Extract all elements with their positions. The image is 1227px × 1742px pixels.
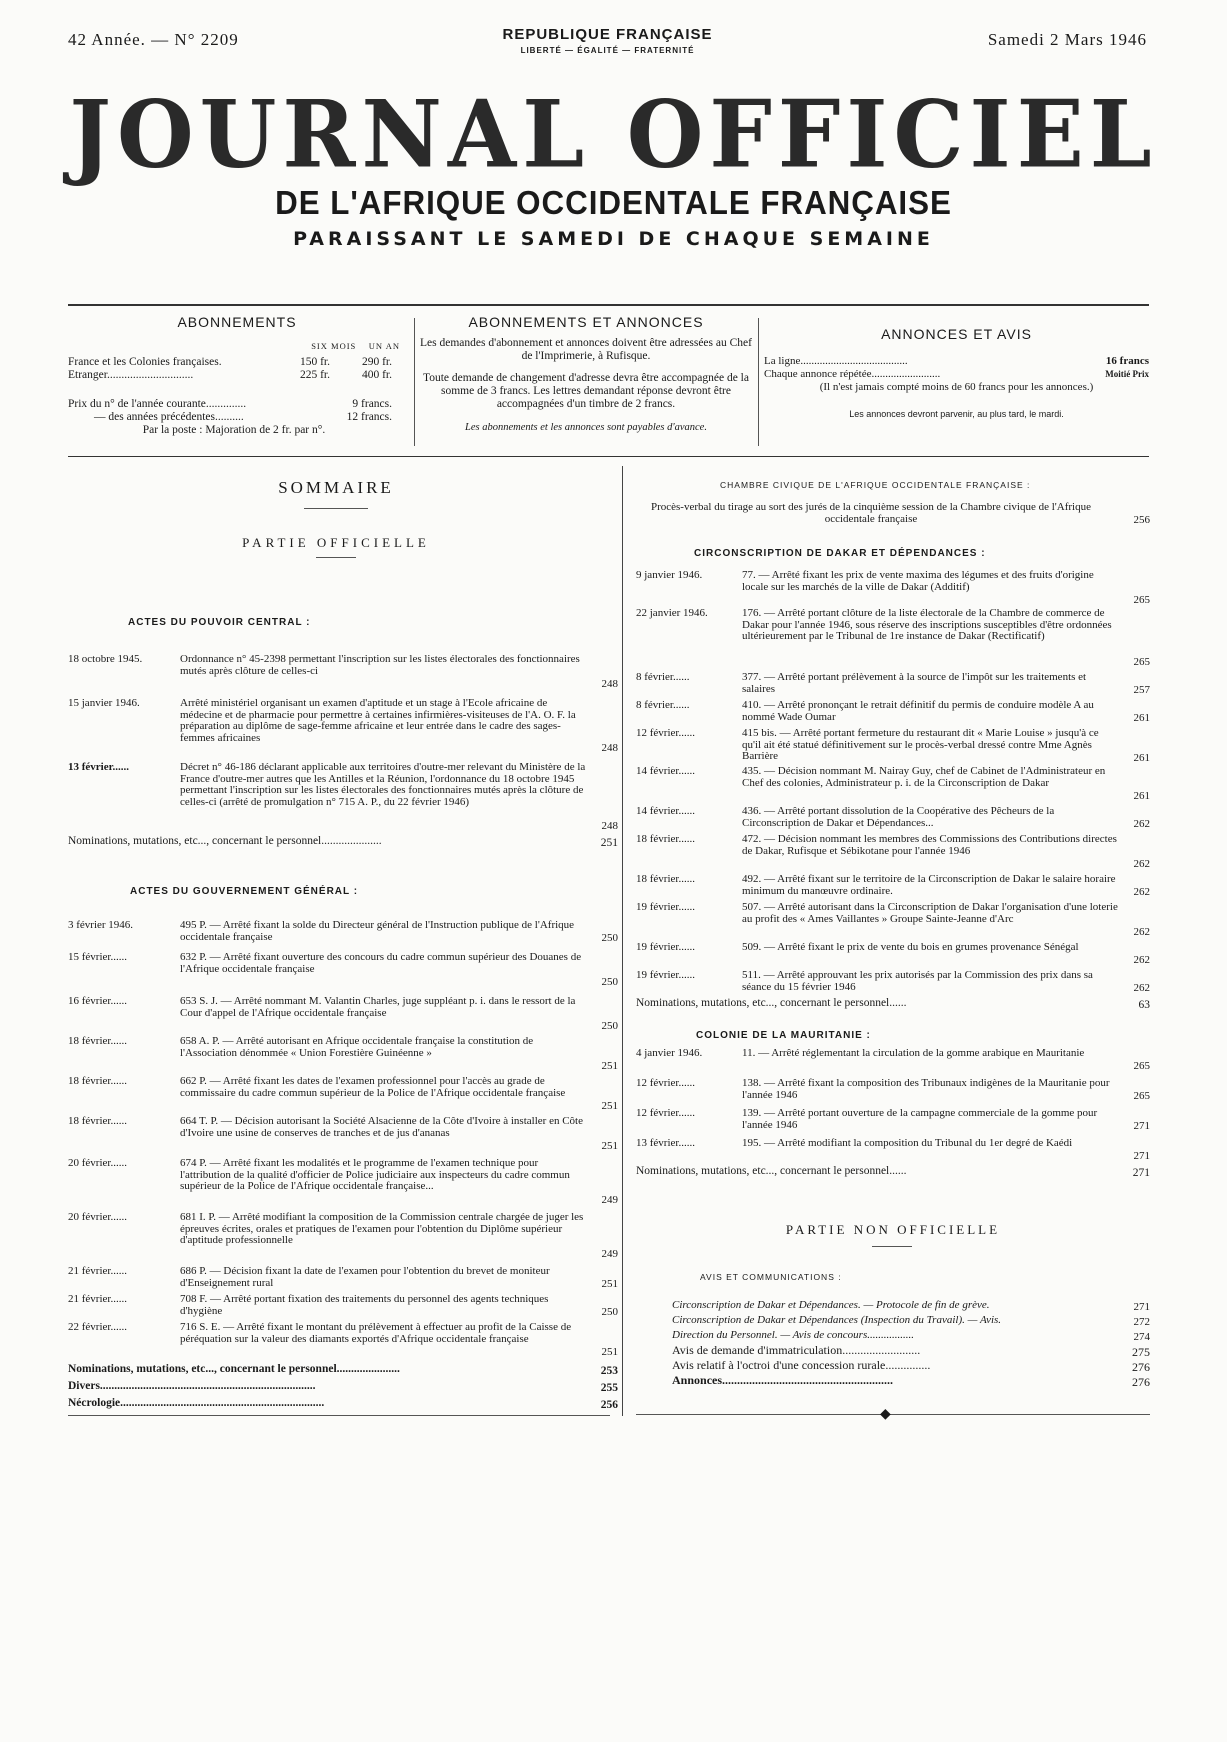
entry-text: 176. — Arrêté portant clôture de la liste électorale de la Chambre de commerce de Dakar pour l'année 1946, sous réserve des inscriptions susceptibles d'être ordonnées ultérieurement par le Tribunal de 1re instance de Dakar (Rectificatif) <box>742 607 1112 642</box>
toc-entry <box>68 1294 618 1318</box>
entry-date: 12 février...... <box>636 1077 695 1089</box>
entry-date: 3 février 1946. <box>68 919 134 931</box>
entry-page: 250 <box>601 975 618 988</box>
entry-date: 21 février...... <box>68 1293 127 1305</box>
address-note: Les demandes d'abonnement et annonces doivent être adressées au Chef de l'Imprimerie, à Rufisque. <box>420 337 752 362</box>
box-abonnements-annonces <box>420 316 752 450</box>
notice-entry <box>672 1315 1150 1328</box>
entry-page: 275 <box>1132 1344 1150 1359</box>
entry-page: 271 <box>1132 1166 1150 1179</box>
toc-entry <box>636 874 1150 898</box>
entry-page: 265 <box>1133 1059 1150 1072</box>
sommaire-title: SOMMAIRE <box>278 478 394 497</box>
toc-entry <box>68 996 618 1032</box>
nominations-entry <box>68 1364 618 1377</box>
entry-text: 377. — Arrêté portant prélèvement à la source de l'impôt sur les traitements et salaires <box>742 671 1087 695</box>
entry-text: Circonscription de Dakar et Dépendances (Inspection du Travail). — Avis. <box>672 1314 1002 1326</box>
toc-entry <box>68 1116 618 1152</box>
entry-page: 265 <box>1133 593 1150 606</box>
row-one-year: 290 fr. <box>361 356 392 368</box>
republic-block <box>68 26 1147 55</box>
repeat-price-row <box>764 368 1149 381</box>
deadline-note: Les annonces devront parvenir, au plus tard, le mardi. <box>849 409 1064 419</box>
entry-text: Direction du Personnel. — Avis de concours................. <box>672 1329 914 1341</box>
toc-entry <box>636 1138 1150 1162</box>
journal-frequency: PARAISSANT LE SAMEDI DE CHAQUE SEMAINE <box>293 228 934 250</box>
entry-text: 509. — Arrêté fixant le prix de vente du bois en grumes provenance Sénégal <box>742 941 1079 953</box>
toc-entry <box>636 834 1150 870</box>
entry-text: 674 P. — Arrêté fixant les modalités et le programme de l'examen technique pour l'attribution de la qualité d'officier de Police judiciaire aux inspecteurs du cadre commun supérieur de la Police de l'Afrique occidentale française... <box>180 1157 570 1192</box>
entry-page: 262 <box>1133 857 1150 870</box>
toc-entry <box>68 1036 618 1072</box>
price-row <box>68 356 400 369</box>
one-year-header: UN AN <box>368 341 400 351</box>
entry-page: 261 <box>1133 711 1150 724</box>
entry-page: 272 <box>1133 1315 1150 1328</box>
line-price-value: 16 francs <box>1105 355 1149 367</box>
back-issue-label: — des années précédentes.......... <box>94 411 244 423</box>
price-row <box>68 369 400 382</box>
box-title: ABONNEMENTS ET ANNONCES <box>468 314 704 330</box>
notice-entry <box>672 1360 1150 1373</box>
address-change-note: Toute demande de changement d'adresse devra être accompagnée de la somme de 3 francs. Les lettres demandant réponse devront être accompagnées d'un timbre de 2 francs. <box>423 372 749 410</box>
entry-date: 18 février...... <box>68 1115 127 1127</box>
entry-page: 256 <box>1133 513 1150 526</box>
nominations-entry <box>636 998 1150 1011</box>
entry-page: 276 <box>1132 1374 1150 1389</box>
divers-entry <box>68 1381 618 1394</box>
nominations-entry <box>68 836 618 849</box>
entry-page: 249 <box>601 1247 618 1260</box>
right-column-end-rule <box>636 1414 1150 1415</box>
entry-text: 632 P. — Arrêté fixant ouverture des concours du cadre commun supérieur des Douanes de l'Afrique occidentale française <box>180 951 582 975</box>
toc-entry <box>68 698 618 754</box>
entry-page: 251 <box>601 1345 618 1358</box>
entry-text: 681 I. P. — Arrêté modifiant la composition de la Commission centrale chargée de juger les épreuves écrites, orales et pratiques de l'examen pour l'obtention du Diplôme supérieur d'aptitude professionnelle <box>180 1211 584 1246</box>
entry-page: 248 <box>601 741 618 754</box>
motto: LIBERTÉ — ÉGALITÉ — FRATERNITÉ <box>520 46 695 55</box>
back-issue-value: 12 francs. <box>346 411 392 423</box>
entry-date: 13 février...... <box>636 1137 695 1149</box>
entry-page: 251 <box>601 1277 618 1290</box>
entry-text: 195. — Arrêté modifiant la composition du Tribunal du 1er degré de Kaédi <box>742 1137 1073 1149</box>
entry-page: 265 <box>1133 655 1150 668</box>
back-issue-price-row <box>68 411 400 424</box>
entry-date: 14 février...... <box>636 765 695 777</box>
entry-date: 14 février...... <box>636 805 695 817</box>
entry-text: Nominations, mutations, etc..., concernant le personnel..................... <box>68 835 382 847</box>
toc-entry <box>636 806 1150 830</box>
entry-page: 250 <box>601 931 618 944</box>
section-heading: AVIS ET COMMUNICATIONS : <box>700 1272 842 1282</box>
sommaire-rule <box>304 508 368 509</box>
entry-page: 262 <box>1133 817 1150 830</box>
entry-page: 262 <box>1133 885 1150 898</box>
entry-page: 63 <box>1138 998 1150 1011</box>
entry-text: 11. — Arrêté réglementant la circulation de la gomme arabique en Mauritanie <box>742 1047 1085 1059</box>
necrologie-entry <box>68 1398 618 1411</box>
entry-page: 257 <box>1133 683 1150 696</box>
entry-date: 19 février...... <box>636 941 695 953</box>
entry-date: 20 février...... <box>68 1211 127 1223</box>
entry-page: 256 <box>600 1398 618 1411</box>
issue-price-row <box>68 398 400 411</box>
entry-page: 271 <box>1133 1119 1150 1132</box>
toc-entry <box>636 942 1150 966</box>
entry-text: Annonces......................................................... <box>672 1373 894 1387</box>
minimum-note: (Il n'est jamais compté moins de 60 francs pour les annonces.) <box>819 381 1094 393</box>
toc-entry <box>636 902 1150 938</box>
entry-text: Arrêté ministériel organisant un examen d'aptitude et un stage à l'Ecole africaine de médecine et de pharmacie pour permettre à certaines infirmières-visiteuses de l'A. O. F. la préparation au diplôme de sage-femme africaine et leur entrée dans le cadre des sages-femmes africaines <box>180 697 576 744</box>
toc-entry <box>636 1048 1150 1072</box>
entry-text: 492. — Arrêté fixant sur le territoire de la Circonscription de Dakar le salaire horaire minimum du manœuvre ordinaire. <box>742 873 1116 897</box>
toc-entry <box>68 952 618 988</box>
section-heading: CIRCONSCRIPTION DE DAKAR ET DÉPENDANCES : <box>694 548 986 559</box>
entry-text: 415 bis. — Arrêté portant fermeture du restaurant dit « Marie Louise » jusqu'à ce qu'il ait été statué définitivement sur le procès-verbal dressé contre Mme Agnès Barrière <box>742 727 1099 762</box>
entry-text: Décret n° 46-186 déclarant applicable aux territoires d'outre-mer relevant du Ministère de la France d'outre-mer autres que les Antilles et la Réunion, l'ordonnance du 18 octobre 1945 permettant l'inscription sur les listes électorales des fonctionnaires mutés après la clôture de celles-ci (arrêté de promulgation n° 715 A. P., du 22 février 1946) <box>180 761 586 808</box>
partie-rule <box>316 557 356 558</box>
section-heading: ACTES DU POUVOIR CENTRAL : <box>128 617 311 628</box>
subscription-boxes <box>68 316 1149 450</box>
entry-text: Nécrologie....................................................................... <box>68 1397 325 1409</box>
toc-entry <box>636 766 1150 802</box>
entry-page: 251 <box>601 1139 618 1152</box>
entry-page: 262 <box>1133 981 1150 994</box>
entry-text: 436. — Arrêté portant dissolution de la Coopérative des Pêcheurs de la Circonscription de Dakar et Dépendances... <box>742 805 1055 829</box>
toc-entry <box>636 700 1150 724</box>
toc-entry <box>68 1212 618 1260</box>
box-abonnements <box>68 316 406 450</box>
entry-text: 686 P. — Décision fixant la date de l'examen pour l'obtention du brevet de moniteur d'Enseignement rural <box>180 1265 550 1289</box>
entry-text: Ordonnance n° 45-2398 permettant l'inscription sur les listes électorales des fonctionnaires mutés après clôture de celles-ci <box>180 653 580 677</box>
entry-date: 8 février...... <box>636 671 690 683</box>
entry-text: Procès-verbal du tirage au sort des jurés de la cinquième session de la Chambre civique de l'Afrique occidentale française <box>650 501 1091 525</box>
entry-date: 20 février...... <box>68 1157 127 1169</box>
masthead-rule <box>68 304 1149 306</box>
entry-page: 265 <box>1133 1089 1150 1102</box>
entry-date: 15 février...... <box>68 951 127 963</box>
line-price-label: La ligne....................................... <box>764 355 908 367</box>
section-heading: ACTES DU GOUVERNEMENT GÉNÉRAL : <box>130 886 359 897</box>
box-divider <box>414 318 415 446</box>
entry-page: 262 <box>1133 953 1150 966</box>
entry-page: 255 <box>600 1381 618 1394</box>
entry-date: 22 février...... <box>68 1321 127 1333</box>
entry-date: 18 février...... <box>636 873 695 885</box>
entry-text: Nominations, mutations, etc..., concernant le personnel...... <box>636 997 907 1009</box>
partie-non-officielle-title: PARTIE NON OFFICIELLE <box>785 1222 1001 1237</box>
column-divider <box>622 466 623 1416</box>
six-months-header: SIX MOIS <box>311 341 357 351</box>
notice-entry <box>672 1330 1150 1343</box>
entry-date: 4 janvier 1946. <box>636 1047 703 1059</box>
journal-title: JOURNAL OFFICIEL <box>69 79 1158 189</box>
entry-date: 18 février...... <box>68 1035 127 1047</box>
toc-entry <box>636 1078 1150 1102</box>
entry-page: 251 <box>601 1059 618 1072</box>
row-label: France et les Colonies françaises. <box>68 356 222 368</box>
toc-entry <box>636 570 1150 606</box>
section-heading: CHAMBRE CIVIQUE DE L'AFRIQUE OCCIDENTALE FRANÇAISE : <box>720 480 1031 490</box>
entry-date: 16 février...... <box>68 995 127 1007</box>
entry-text: 410. — Arrêté prononçant le retrait définitif du permis de conduire modèle A au nommé Wade Oumar <box>742 699 1094 723</box>
section-heading: COLONIE DE LA MAURITANIE : <box>696 1030 871 1041</box>
notice-entry <box>672 1345 1150 1358</box>
row-one-year: 400 fr. <box>361 369 392 381</box>
toc-entry <box>68 1158 618 1206</box>
entry-date: 22 janvier 1946. <box>636 607 708 619</box>
entry-page: 271 <box>1133 1149 1150 1162</box>
entry-text: 653 S. J. — Arrêté nommant M. Valantin Charles, juge suppléant p. i. dans le ressort de la Cour d'appel de l'Afrique occidentale française <box>180 995 576 1019</box>
box-title: ANNONCES ET AVIS <box>881 326 1032 342</box>
toc-entry <box>68 1266 618 1290</box>
entry-page: 261 <box>1133 751 1150 764</box>
toc-entry <box>636 608 1150 668</box>
notice-entry <box>672 1375 1150 1388</box>
line-price-row <box>764 355 1149 368</box>
top-line <box>68 26 1147 66</box>
entry-date: 15 janvier 1946. <box>68 697 140 709</box>
toc-entry <box>636 672 1150 696</box>
toc-entry <box>636 970 1150 994</box>
entry-text: 495 P. — Arrêté fixant la solde du Directeur général de l'Instruction publique de l'Afrique occidentale française <box>180 919 575 943</box>
entry-date: 18 février...... <box>636 833 695 845</box>
entry-page: 248 <box>601 819 618 832</box>
entry-text: Avis de demande d'immatriculation.......................... <box>672 1343 921 1357</box>
entry-date: 12 février...... <box>636 727 695 739</box>
entry-text: 708 F. — Arrêté portant fixation des traitements du personnel des agents techniques d'hygiène <box>180 1293 549 1317</box>
entry-text: 435. — Décision nommant M. Nairay Guy, chef de Cabinet de l'Administrateur en Chef des colonies, Administrateur p. i. de la Circonscription de Dakar <box>742 765 1106 789</box>
box-title: ABONNEMENTS <box>177 314 297 330</box>
entry-date: 8 février...... <box>636 699 690 711</box>
toc-entry <box>68 1322 618 1358</box>
entry-text: 472. — Décision nommant les membres des Commissions des Contributions directes de Dakar, Rufisque et Sébikotane pour l'année 1946 <box>742 833 1117 857</box>
toc-entry <box>636 1108 1150 1132</box>
entry-text: 658 A. P. — Arrêté autorisant en Afrique occidentale française la constitution de l'Association dénommée « Union Forestière Guinéenne » <box>180 1035 534 1059</box>
entry-page: 274 <box>1133 1330 1150 1343</box>
box-annonces-avis <box>764 316 1149 450</box>
entry-date: 21 février...... <box>68 1265 127 1277</box>
entry-date: 12 février...... <box>636 1107 695 1119</box>
entry-text: 138. — Arrêté fixant la composition des Tribunaux indigènes de la Mauritanie pour l'année 1946 <box>742 1077 1110 1101</box>
entry-text: Nominations, mutations, etc..., concernant le personnel...... <box>636 1165 907 1177</box>
issue-date: Samedi 2 Mars 1946 <box>987 30 1147 49</box>
left-column-end-rule <box>68 1415 610 1416</box>
toc-entry <box>68 1076 618 1112</box>
entry-date: 19 février...... <box>636 969 695 981</box>
boxes-rule <box>68 456 1149 457</box>
partie-officielle-title: PARTIE OFFICIELLE <box>242 535 430 550</box>
entry-text: 511. — Arrêté approuvant les prix autorisés par la Commission des prix dans sa séance du 15 février 1946 <box>742 969 1093 993</box>
repeat-price-label: Chaque annonce répétée......................... <box>764 368 941 380</box>
entry-page: 271 <box>1133 1300 1150 1313</box>
entry-date: 9 janvier 1946. <box>636 569 703 581</box>
entry-text: 664 T. P. — Décision autorisant la Société Alsacienne de la Côte d'Ivoire à installer en Côte d'Ivoire une usine de conserves de tranches et de jus d'ananas <box>180 1115 583 1139</box>
entry-date: 13 février...... <box>68 761 129 773</box>
entry-text: 507. — Arrêté autorisant dans la Circonscription de Dakar l'organisation d'une loterie au profit des « Ames Vaillantes » Groupe Sainte-Jeanne d'Arc <box>742 901 1118 925</box>
postage-note: Par la poste : Majoration de 2 fr. par n°. <box>142 424 326 436</box>
masthead <box>0 79 1227 250</box>
entry-page: 251 <box>601 1099 618 1112</box>
entry-page: 250 <box>601 1019 618 1032</box>
row-label: Etranger.............................. <box>68 369 194 381</box>
toc-entry <box>68 654 618 690</box>
issue-price-label: Prix du n° de l'année courante.............. <box>68 398 247 410</box>
entry-text: 139. — Arrêté portant ouverture de la campagne commerciale de la gomme pour l'année 1946 <box>742 1107 1098 1131</box>
journal-subtitle: DE L'AFRIQUE OCCIDENTALE FRANÇAISE <box>275 184 952 221</box>
entry-page: 261 <box>1133 789 1150 802</box>
toc-entry <box>68 762 618 832</box>
entry-text: Circonscription de Dakar et Dépendances. — Protocole de fin de grève. <box>672 1299 990 1311</box>
entry-page: 251 <box>600 836 618 849</box>
entry-text: Avis relatif à l'octroi d'une concession rurale............... <box>672 1358 931 1372</box>
notice-entry <box>672 1300 1150 1313</box>
box-divider <box>758 318 759 446</box>
entry-text: Divers........................................................................... <box>68 1380 316 1392</box>
toc-entry <box>636 728 1150 764</box>
republic-label: REPUBLIQUE FRANÇAISE <box>502 26 713 43</box>
ornament-icon: ◆ <box>880 1407 891 1422</box>
entry-page: 262 <box>1133 925 1150 938</box>
entry-text: Nominations, mutations, etc..., concernant le personnel...................... <box>68 1363 400 1375</box>
partie-rule <box>872 1246 912 1247</box>
entry-page: 248 <box>601 677 618 690</box>
repeat-price-value: Moitié Prix <box>1105 369 1149 379</box>
entry-page: 249 <box>601 1193 618 1206</box>
price-column-headers <box>311 340 400 353</box>
issue-price-value: 9 francs. <box>352 398 392 410</box>
entry-page: 253 <box>600 1364 618 1377</box>
entry-date: 18 octobre 1945. <box>68 653 143 665</box>
nominations-entry <box>636 1166 1150 1179</box>
year-issue: 42 Année. — N° 2209 <box>68 30 239 49</box>
entry-text: 716 S. E. — Arrêté fixant le montant du prélèvement à effectuer au profit de la Caisse de péréquation sur la valeur des diamants exportés d'Afrique occidentale française <box>180 1321 572 1345</box>
row-six-months: 150 fr. <box>299 356 330 368</box>
entry-date: 19 février...... <box>636 901 695 913</box>
entry-page: 250 <box>601 1305 618 1318</box>
entry-date: 18 février...... <box>68 1075 127 1087</box>
payment-note: Les abonnements et les annonces sont payables d'avance. <box>465 422 707 433</box>
entry-text: 662 P. — Arrêté fixant les dates de l'examen professionnel pour l'accès au grade de commissaire du cadre commun supérieur de la Police de l'Afrique occidentale française <box>180 1075 566 1099</box>
row-six-months: 225 fr. <box>299 369 330 381</box>
toc-entry <box>636 502 1150 526</box>
toc-entry <box>68 920 618 944</box>
entry-page: 276 <box>1132 1359 1150 1374</box>
entry-text: 77. — Arrêté fixant les prix de vente maxima des légumes et des fruits d'origine locale sur les marchés de la ville de Dakar (Additif) <box>742 569 1094 593</box>
